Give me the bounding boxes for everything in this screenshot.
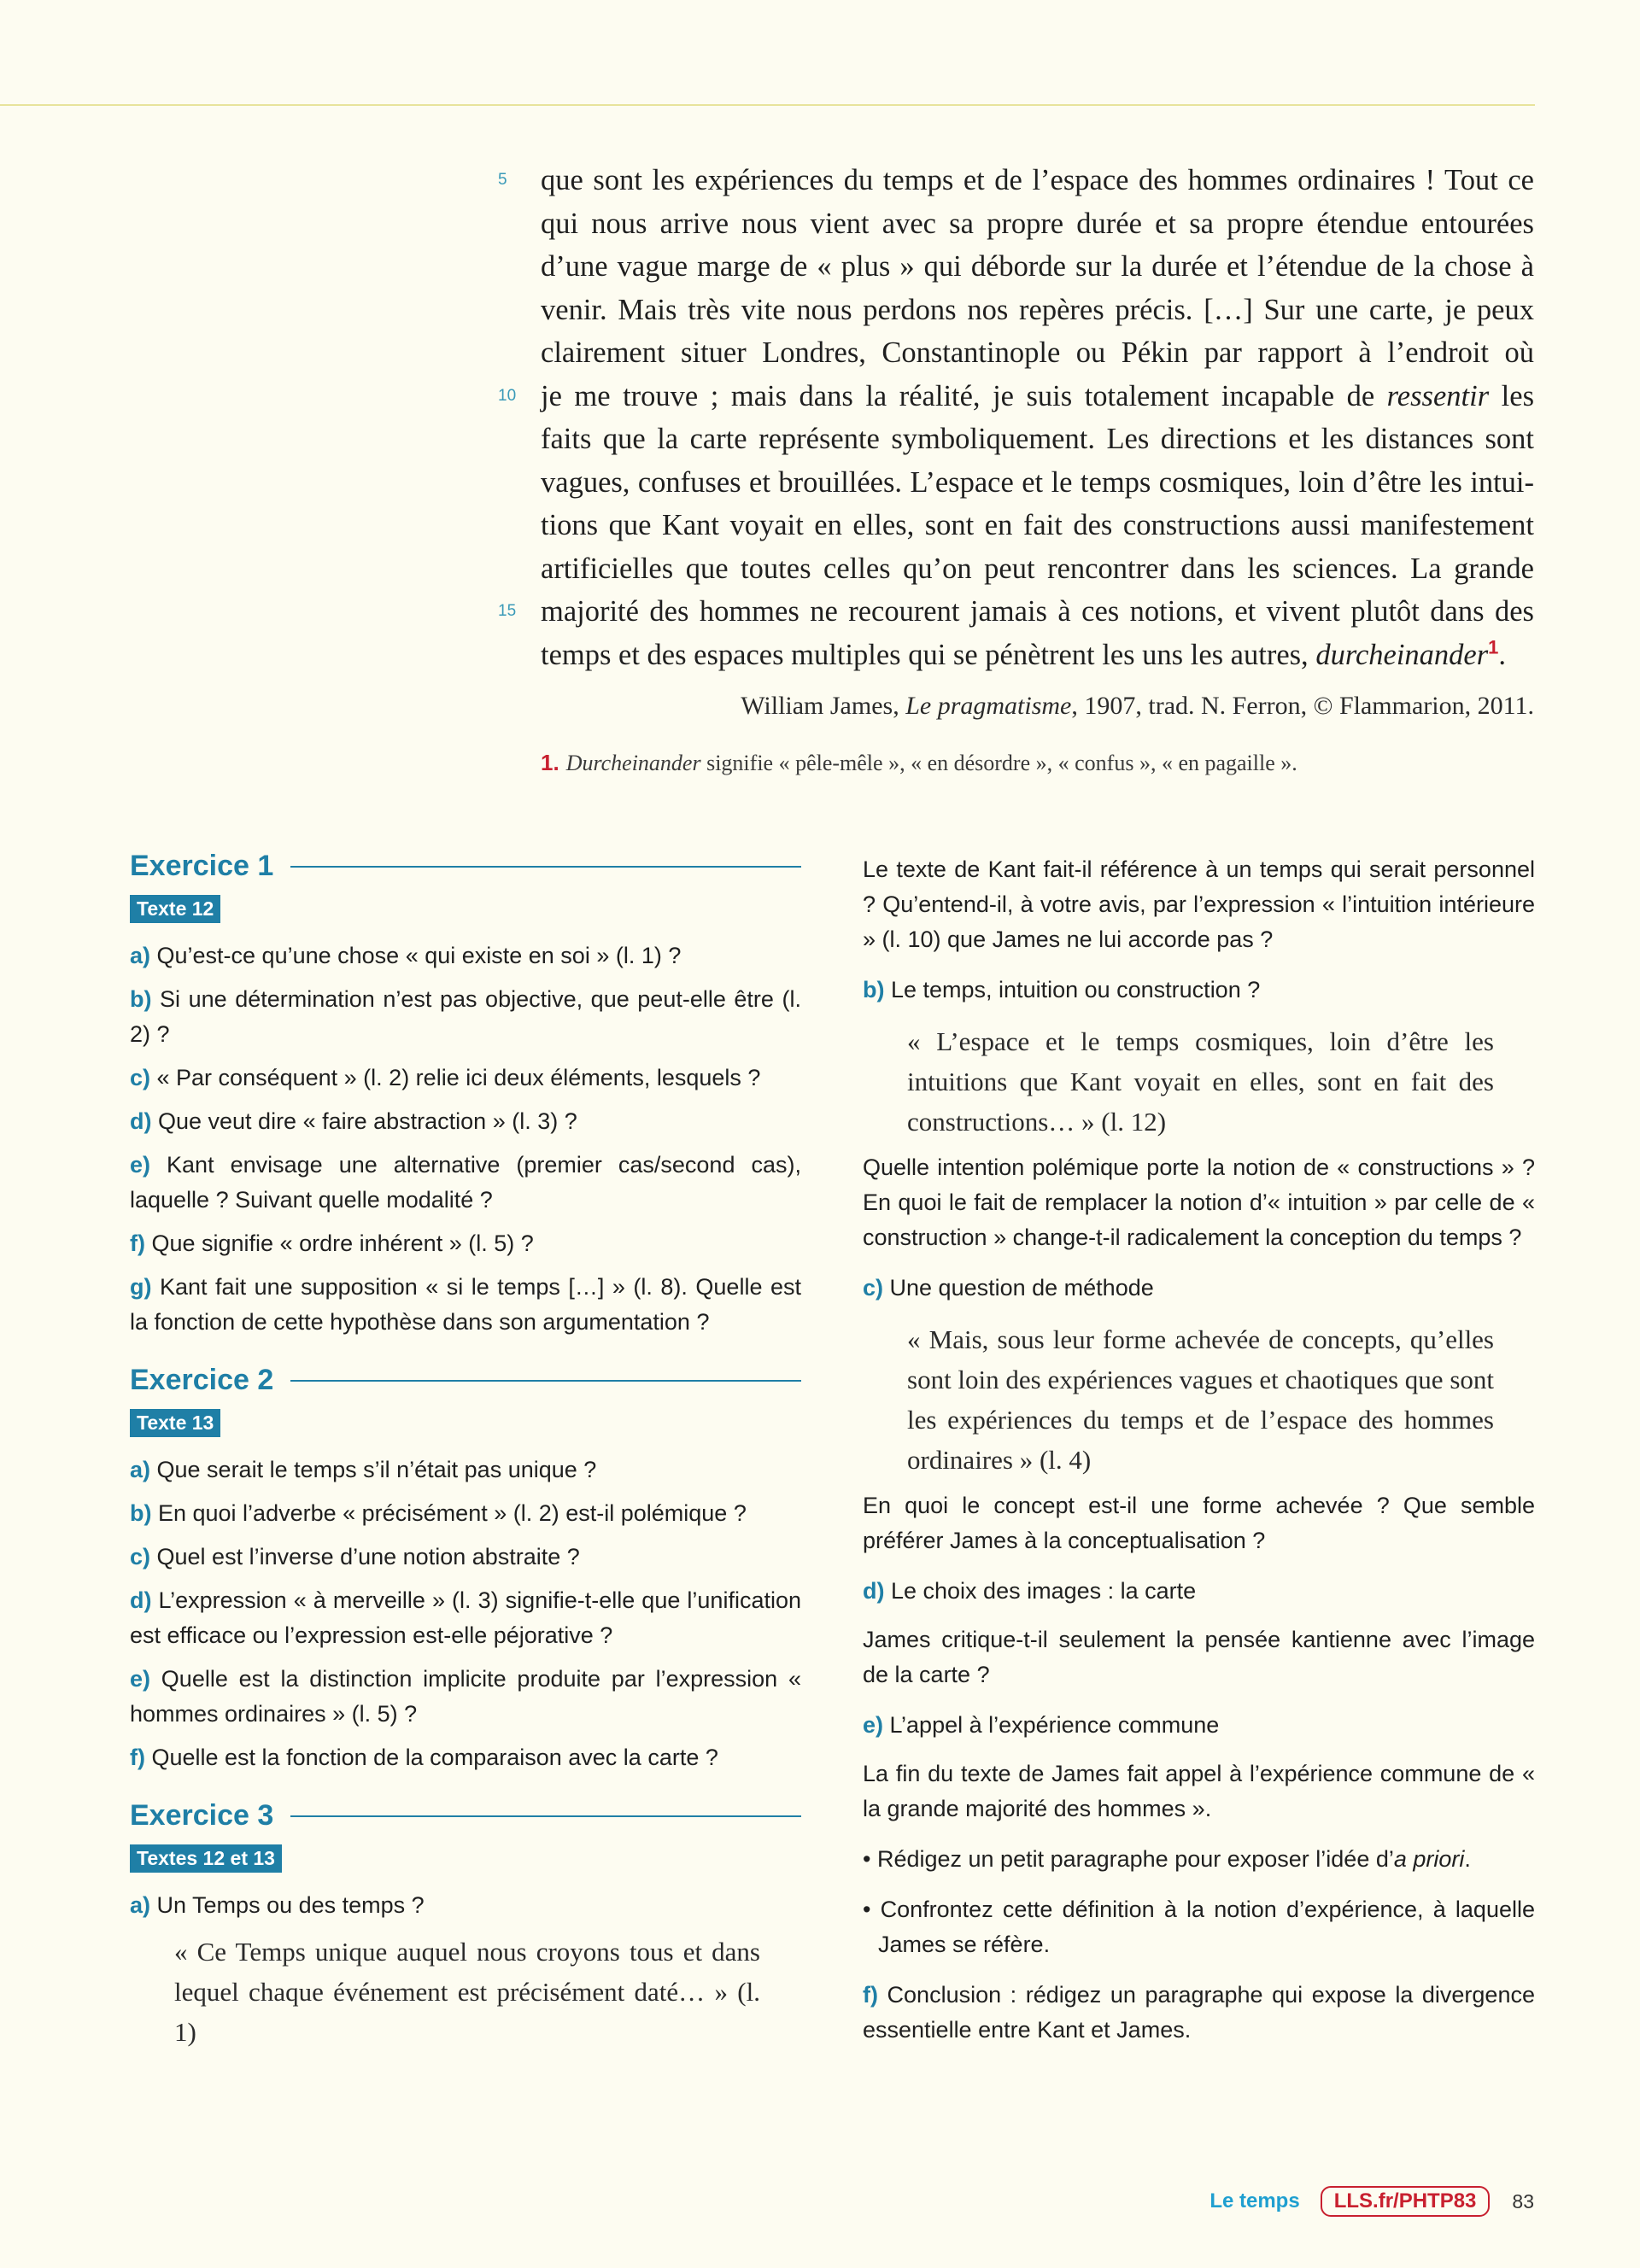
exercise-3 [130, 1799, 801, 2052]
text-excerpt [498, 159, 1534, 676]
excerpt-line: venir. Mais très vite nous perdons nos repères précis. […] Sur une carte, je peux [541, 293, 1534, 326]
line-number: 10 [498, 386, 517, 405]
excerpt-line: tions que Kant voyait en elles, sont en fait des constructions aussi manifestement [541, 509, 1534, 541]
excerpt-line: temps et des espaces multiples qui se pénètrent les uns les autres, durcheinander$^1$. [541, 636, 1507, 671]
section-name: Le temps [1210, 2189, 1300, 2212]
header-rule [0, 104, 1535, 106]
exercise-heading [130, 1364, 801, 1397]
exercise-heading [130, 850, 801, 883]
text-tag: Texte 13 [130, 1409, 220, 1437]
exercise-2 [130, 1364, 801, 1775]
source-citation: William James, Le pragmatisme, 1907, trad. N. Ferron, © Flammarion, 2011. [741, 692, 1534, 720]
bullet-item: • Confrontez cette définition à la notion d’expérience, à laquelle James se réfère. [863, 1897, 1535, 1957]
excerpt-line: artificielles que toutes celles qu’on peut rencontrer dans les sciences. La grande [541, 552, 1534, 585]
question-text: En quoi le concept est-il une forme achevée ? Que semble préférer James à la conceptualisation ? [863, 1493, 1535, 1553]
excerpt-line: 5 que sont les expériences du temps et de l’espace des hommes ordinaires ! Tout ce [541, 159, 1534, 202]
excerpt-line: 10 je me trouve ; mais dans la réalité, je suis totalement incapable de ressentir les [541, 375, 1534, 418]
heading-rule [290, 1380, 801, 1382]
bullet-item: • Rédigez un petit paragraphe pour exposer l’idée d’a priori. [863, 1846, 1471, 1872]
question: b) Le temps, intuition ou construction ? [863, 977, 1261, 1002]
exercises-right-column [863, 852, 1535, 2061]
text-tag: Texte 12 [130, 895, 220, 923]
question-text: James critique-t-il seulement la pensée kantienne avec l’image de la carte ? [863, 1627, 1535, 1687]
footnote-reference[interactable]: 1 [1488, 636, 1499, 658]
question: d) Que veut dire « faire abstraction » (l. 3) ? [130, 1108, 577, 1134]
text-tag: Textes 12 et 13 [130, 1844, 282, 1873]
question: c) Une question de méthode [863, 1275, 1154, 1301]
heading-rule [290, 1815, 801, 1817]
question: b) Si une détermination n’est pas objective, que peut-elle être (l. 2) ? [130, 986, 801, 1047]
excerpt-line: d’une vague marge de « plus » qui déborde sur la durée et l’étendue de la chose à [541, 250, 1534, 283]
excerpt-line: vagues, confuses et brouillées. L’espace et le temps cosmiques, loin d’être les intui- [541, 465, 1534, 499]
question-text: Quelle intention polémique porte la notion de « constructions » ? En quoi le fait de remplacer la notion d’« intuition » par celle de « construction » change-t-il radicalement la conception du temps ? [863, 1154, 1535, 1250]
question: f) Que signifie « ordre inhérent » (l. 5) ? [130, 1230, 534, 1256]
question: d) Le choix des images : la carte [863, 1578, 1197, 1604]
exercise-title: Exercice 3 [130, 1799, 274, 1832]
question: g) Kant fait une supposition « si le temps […] » (l. 8). Quelle est la fonction de cette hypothèse dans son argumentation ? [130, 1274, 801, 1335]
question: f) Conclusion : rédigez un paragraphe qui expose la divergence essentielle entre Kant et James. [863, 1982, 1535, 2043]
question: d) L’expression « à merveille » (l. 3) signifie-t-elle que l’unification est efficace ou l’expression est-elle péjorative ? [130, 1587, 801, 1648]
exercise-1 [130, 850, 801, 1340]
exercise-heading [130, 1799, 801, 1833]
exercises-left-column [130, 850, 801, 2076]
excerpt-line: clairement situer Londres, Constantinople ou Pékin par rapport à l’endroit où [541, 336, 1534, 369]
question: a) Un Temps ou des temps ? [130, 1892, 425, 1918]
exercise-title: Exercice 1 [130, 850, 274, 882]
quotation: « L’espace et le temps cosmiques, loin d’être les intuitions que Kant voyait en elles, sont en fait des constructions… » (l. 12) [907, 1026, 1494, 1137]
question: b) En quoi l’adverbe « précisément » (l. 2) est-il polémique ? [130, 1500, 747, 1526]
quotation: « Mais, sous leur forme achevée de concepts, qu’elles sont loin des expériences vagues et chaotiques que sont les expériences du temps et de l’espace des hommes ordinaires » (l. 4) [907, 1324, 1494, 1475]
quotation: « Ce Temps unique auquel nous croyons tous et dans lequel chaque événement est précisément daté… » (l. 1) [174, 1937, 760, 2047]
footnote-number: 1. [541, 750, 559, 775]
heading-rule [290, 866, 801, 868]
excerpt-line: qui nous arrive nous vient avec sa propre durée et sa propre étendue entourées [541, 207, 1534, 240]
question-text: La fin du texte de James fait appel à l’expérience commune de « la grande majorité des hommes ». [863, 1761, 1535, 1821]
resource-link[interactable]: LLS.fr/PHTP83 [1321, 2186, 1491, 2217]
question-text: Le texte de Kant fait-il référence à un temps qui serait personnel ? Qu’entend-il, à votre avis, par l’expression « l’intuition intérieure » (l. 10) que James ne lui accorde pas ? [863, 856, 1535, 952]
exercise-title: Exercice 2 [130, 1364, 274, 1396]
excerpt-line: 15 majorité des hommes ne recourent jamais à ces notions, et vivent plutôt dans des [541, 590, 1534, 634]
line-number: 5 [498, 171, 507, 189]
question: c) « Par conséquent » (l. 2) relie ici deux éléments, lesquels ? [130, 1065, 761, 1090]
question: c) Quel est l’inverse d’une notion abstraite ? [130, 1544, 580, 1569]
excerpt-line: faits que la carte représente symboliquement. Les directions et les distances sont [541, 423, 1534, 455]
line-number: 15 [498, 602, 517, 620]
page-number: 83 [1512, 2189, 1534, 2212]
question: a) Que serait le temps s’il n’était pas unique ? [130, 1457, 597, 1482]
question: a) Qu’est-ce qu’une chose « qui existe en soi » (l. 1) ? [130, 943, 682, 968]
page-footer [1210, 2186, 1534, 2217]
question: e) Kant envisage une alternative (premier cas/second cas), laquelle ? Suivant quelle modalité ? [130, 1152, 801, 1213]
footnote: 1. Durcheinander signifie « pêle-mêle », « en désordre », « confus », « en pagaille ». [541, 750, 1297, 775]
question: e) Quelle est la distinction implicite produite par l’expression « hommes ordinaires » (l. 5) ? [130, 1666, 801, 1727]
question: f) Quelle est la fonction de la comparaison avec la carte ? [130, 1745, 718, 1770]
question: e) L’appel à l’expérience commune [863, 1712, 1220, 1738]
